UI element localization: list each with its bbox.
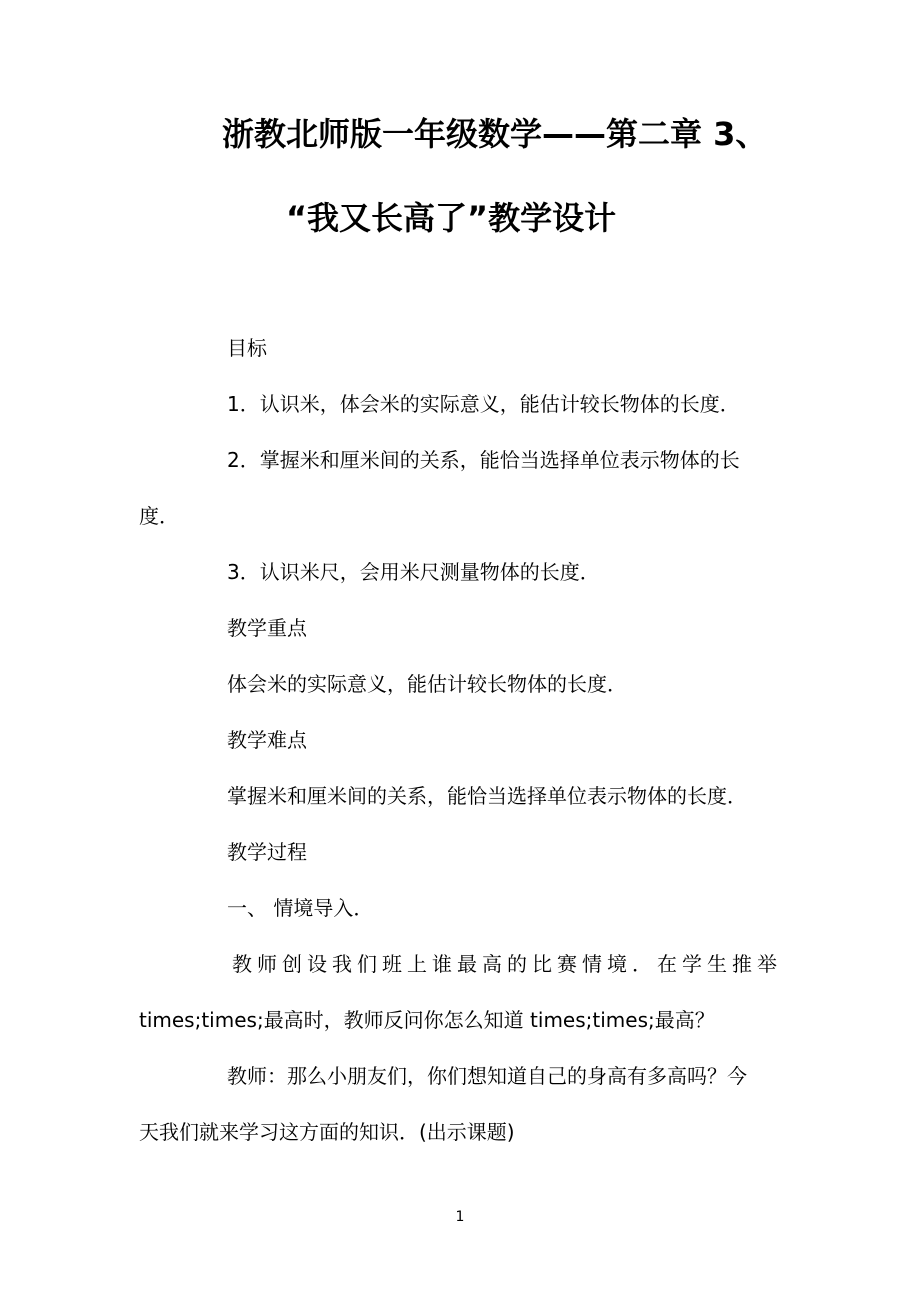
difficulties-text: 掌握米和厘米间的关系，能恰当选择单位表示物体的长度． — [227, 784, 747, 808]
page-number: 1 — [455, 1209, 465, 1225]
goal-item-1: 1．认识米，体会米的实际意义，能估计较长物体的长度． — [227, 392, 740, 416]
goal-item-2-line-1: 2．掌握米和厘米间的关系，能恰当选择单位表示物体的长 — [227, 448, 740, 472]
section-heading-goals: 目标 — [227, 336, 267, 360]
process-step-1-heading: 一、 情境导入． — [227, 896, 374, 920]
process-step-1-text-line-2: times;times;最高时，教师反问你怎么知道 times;times;最高？ — [139, 1008, 715, 1032]
goal-item-2-line-2: 度． — [139, 504, 179, 528]
goal-item-3: 3．认识米尺，会用米尺测量物体的长度． — [227, 560, 600, 584]
section-heading-difficulties: 教学难点 — [227, 728, 307, 752]
process-step-1-text-line-1: 教师创设我们班上谁最高的比赛情境．在学生推举 — [232, 952, 782, 976]
document-title-line-2: “我又长高了”教学设计 — [286, 199, 617, 237]
teacher-dialogue-line-1: 教师：那么小朋友们，你们想知道自己的身高有多高吗？今 — [227, 1064, 747, 1088]
section-heading-key-points: 教学重点 — [227, 616, 307, 640]
document-title-line-1: 浙教北师版一年级数学——第二章 3、 — [222, 115, 768, 153]
key-points-text: 体会米的实际意义，能估计较长物体的长度． — [227, 672, 627, 696]
teacher-dialogue-line-2: 天我们就来学习这方面的知识．(出示课题) — [139, 1120, 515, 1144]
section-heading-process: 教学过程 — [227, 840, 307, 864]
